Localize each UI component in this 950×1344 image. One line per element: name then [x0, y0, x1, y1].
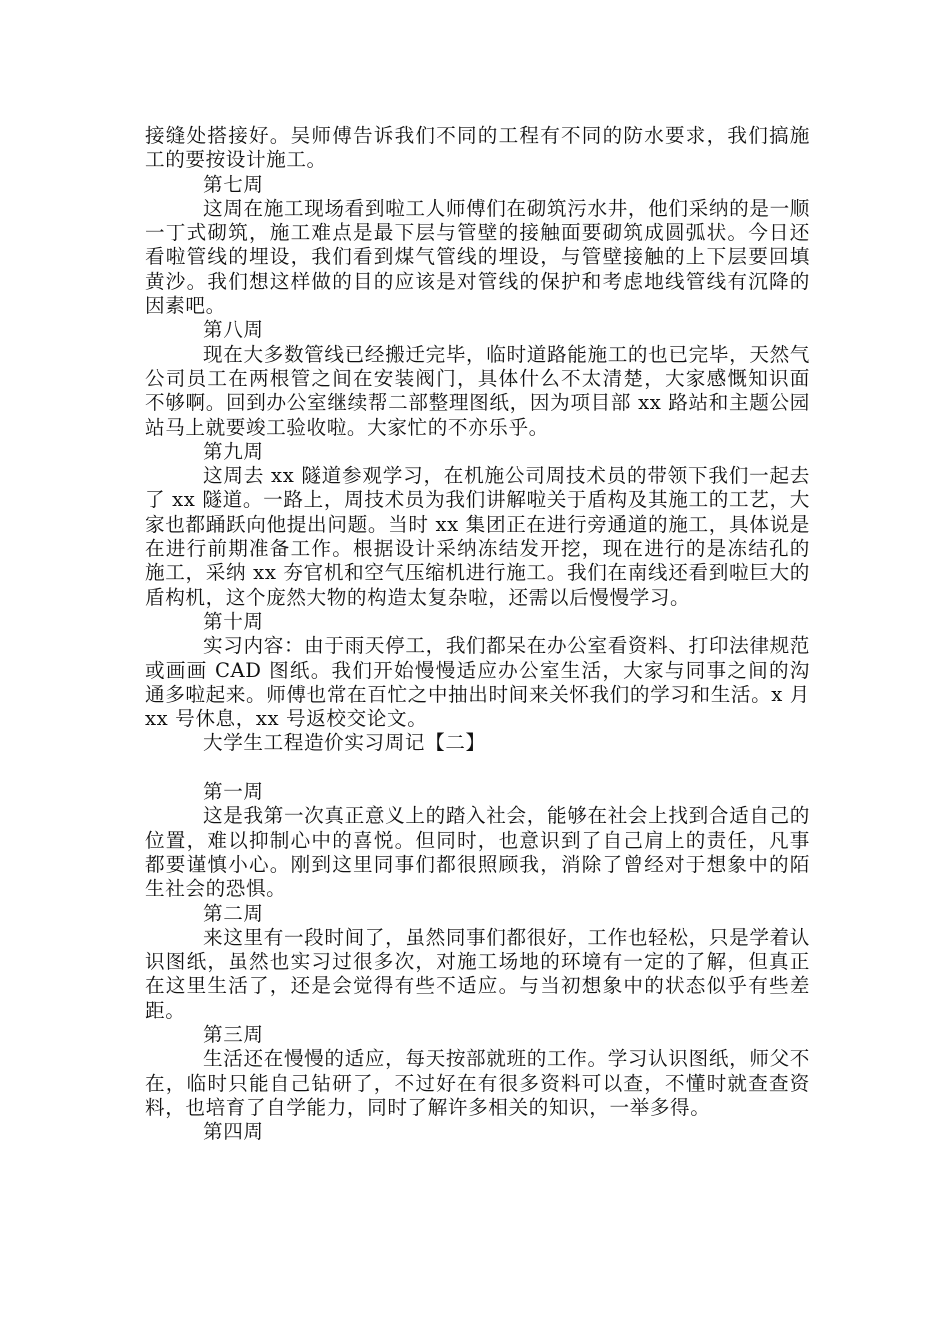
section-heading: 第三周	[203, 1022, 264, 1046]
paragraph: 接缝处搭接好。吴师傅告诉我们不同的工程有不同的防水要求，我们搞施工的要按设计施工。	[145, 124, 810, 172]
section-heading: 第九周	[203, 439, 264, 463]
section-heading: 第十周	[203, 609, 264, 633]
paragraph: 这周去 xx 隧道参观学习，在机施公司周技术员的带领下我们一起去了 xx 隧道。一路上，周技术员为我们讲解啦关于盾构及其施工的工艺，大家也都踊跃向他提出问题。当时 xx 集团正在进行旁通道的施工，具体说是在进行前期准备工作。根据设计采纳冻结发开挖，现在进行的是冻结孔的施工，采纳 xx 夯官机和空气压缩机进行施工。我们在南线还看到啦巨大的盾构机，这个庞然大物的构造太复杂啦，还需以后慢慢学习。	[145, 464, 810, 609]
section-heading: 大学生工程造价实习周记【二】	[203, 731, 486, 755]
paragraph: 这周在施工现场看到啦工人师傅们在砌筑污水井，他们采纳的是一顺一丁式砌筑，施工难点是最下层与管壁的接触面要砌筑成圆弧状。今日还看啦管线的埋设，我们看到煤气管线的埋设，与管壁接触的上下层要回填黄沙。我们想这样做的目的应该是对管线的保护和考虑地线管线有沉降的因素吧。	[145, 196, 810, 318]
paragraph: 这是我第一次真正意义上的踏入社会，能够在社会上找到合适自己的位置，难以抑制心中的喜悦。但同时，也意识到了自己肩上的责任，凡事都要谨慎小心。刚到这里同事们都很照顾我，消除了曾经对于想象中的陌生社会的恐惧。	[145, 804, 810, 901]
blank-line	[145, 756, 810, 780]
paragraph: 来这里有一段时间了，虽然同事们都很好，工作也轻松，只是学着认识图纸，虽然也实习过很多次，对施工场地的环境有一定的了解，但真正在这里生活了，还是会觉得有些不适应。与当初想象中的状态似乎有些差距。	[145, 925, 810, 1022]
paragraph: 实习内容：由于雨天停工，我们都呆在办公室看资料、打印法律规范或画画 CAD 图纸。我们开始慢慢适应办公室生活，大家与同事之间的沟通多啦起来。师傅也常在百忙之中抽出时间来关怀我们的学习和生活。x 月 xx 号休息，xx 号返校交论文。	[145, 634, 810, 731]
section-heading: 第一周	[203, 780, 264, 804]
paragraph: 现在大多数管线已经搬迁完毕，临时道路能施工的也已完毕，天然气公司员工在两根管之间在安装阀门，具体什么不太清楚，大家感慨知识面不够啊。回到办公室继续帮二部整理图纸，因为项目部 xx 路站和主题公园站马上就要竣工验收啦。大家忙的不亦乐乎。	[145, 342, 810, 439]
section-heading: 第二周	[203, 901, 264, 925]
document-body	[145, 124, 810, 1144]
section-heading: 第四周	[203, 1120, 264, 1144]
section-heading: 第七周	[203, 172, 264, 196]
paragraph: 生活还在慢慢的适应，每天按部就班的工作。学习认识图纸，师父不在，临时只能自己钻研了，不过好在有很多资料可以查，不懂时就查查资料，也培育了自学能力，同时了解许多相关的知识，一举多得。	[145, 1047, 810, 1119]
section-heading: 第八周	[203, 318, 264, 342]
